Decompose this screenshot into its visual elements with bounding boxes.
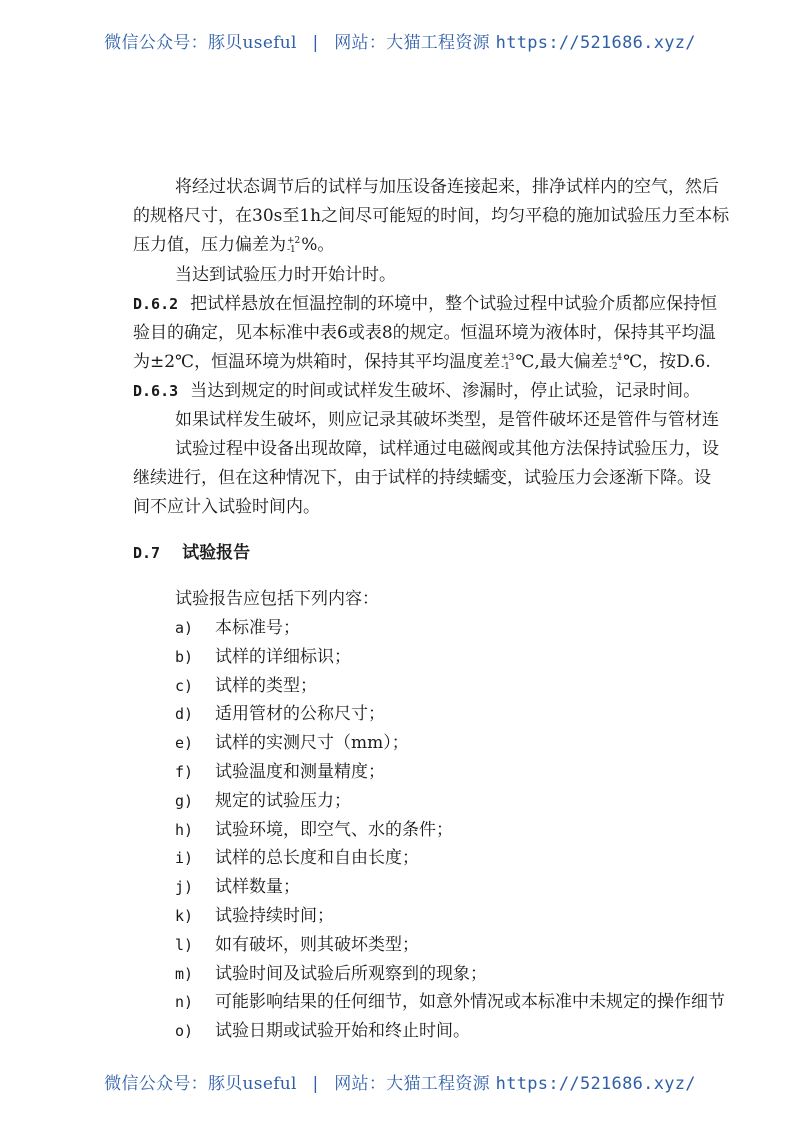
tolerance-superscript <box>287 237 300 255</box>
report-item-text: 试验环境，即空气、水的条件； <box>215 820 453 840</box>
report-item <box>175 991 725 1013</box>
report-item-text: 试样数量； <box>215 877 300 897</box>
paragraph-line: 验目的确定，见本标准中表6或表8的规定。恒温环境为液体时，保持其平均温 <box>133 323 716 343</box>
report-item-label: a) <box>175 619 194 637</box>
report-item-label: o) <box>175 1022 194 1040</box>
report-item-text: 试样的实测尺寸（mm）； <box>215 733 409 753</box>
report-item <box>175 675 317 697</box>
report-item-text: 可能影响结果的任何细节，如意外情况或本标准中未规定的操作细节 <box>215 992 725 1012</box>
tolerance-upper: +3 <box>501 352 515 363</box>
report-item <box>175 963 487 985</box>
report-intro: 试验报告应包括下列内容： <box>175 589 379 609</box>
watermark-url: https://521686.xyz/ <box>495 1074 696 1094</box>
section-heading-d7 <box>133 542 250 564</box>
clause-d63-line <box>133 380 700 402</box>
report-item-label: f) <box>175 763 194 781</box>
report-item <box>175 646 351 668</box>
section-title: 试验报告 <box>182 543 251 563</box>
report-item-text: 试样的总长度和自由长度； <box>215 848 419 868</box>
clause-number: D.6.2 <box>133 295 179 313</box>
paragraph-line <box>133 351 711 373</box>
report-item-label: i) <box>175 849 194 867</box>
report-item-label: g) <box>175 792 194 810</box>
report-item <box>175 934 419 956</box>
report-item-text: 规定的试验压力； <box>215 791 351 811</box>
watermark-url: https://521686.xyz/ <box>495 33 696 53</box>
report-item-label: e) <box>175 734 194 752</box>
watermark-site-label: 网站：大猫工程资源 <box>334 33 490 53</box>
report-item <box>175 617 300 639</box>
report-item <box>175 819 453 841</box>
report-item-text: 试验持续时间； <box>215 906 334 926</box>
report-item-text: 如有破坏，则其破坏类型； <box>215 935 419 955</box>
paragraph-line: 试验过程中设备出现故障，试样通过电磁阀或其他方法保持试验压力，设 <box>175 439 719 459</box>
paragraph-line: 的规格尺寸，在30s至1h之间尽可能短的时间，均匀平稳的施加试验压力至本标 <box>133 206 730 226</box>
report-item <box>175 732 409 754</box>
text-run: 为±2℃，恒温环境为烘箱时，保持其平均温度差 <box>133 352 501 372</box>
report-item <box>175 761 385 783</box>
tolerance-upper: +4 <box>608 352 623 363</box>
paragraph-line: 当达到试验压力时开始计时。 <box>175 265 396 285</box>
text-run: 当达到规定的时间或试样发生破坏、渗漏时，停止试验，记录时间。 <box>190 381 701 401</box>
tolerance-upper: +2 <box>287 235 301 246</box>
report-item-text: 试验时间及试验后所观察到的现象； <box>215 964 487 984</box>
watermark-prefix: 微信公众号：豚贝useful <box>104 1074 297 1094</box>
report-item <box>175 790 351 812</box>
watermark-prefix: 微信公众号：豚贝useful <box>104 33 297 53</box>
report-item-label: n) <box>175 993 194 1011</box>
report-item-label: h) <box>175 821 194 839</box>
report-item-text: 适用管材的公称尺寸； <box>215 704 385 724</box>
section-number: D.7 <box>133 544 161 562</box>
paragraph-line: 如果试样发生破坏，则应记录其破坏类型，是管件破坏还是管件与管材连 <box>175 410 719 430</box>
report-item-text: 本标准号； <box>215 618 300 638</box>
watermark-separator: | <box>312 1074 319 1094</box>
report-item-text: 试验温度和测量精度； <box>215 762 385 782</box>
text-run: ℃，按D.6. <box>623 352 711 372</box>
paragraph-line: 将经过状态调节后的试样与加压设备连接起来，排净试样内的空气，然后 <box>175 177 719 197</box>
tolerance-lower: -1 <box>287 244 296 255</box>
text-run: 把试样悬放在恒温控制的环境中，整个试验过程中试验介质都应保持恒 <box>190 294 718 314</box>
report-item-text: 试样的详细标识； <box>215 647 351 667</box>
report-item-label: m) <box>175 965 194 983</box>
report-item <box>175 847 419 869</box>
tolerance-superscript <box>609 354 622 372</box>
report-item-label: l) <box>175 936 194 954</box>
report-item <box>175 905 334 927</box>
report-item <box>175 1020 470 1042</box>
report-item-text: 试样的类型； <box>215 676 317 696</box>
text-run: %。 <box>301 235 335 255</box>
report-item-label: k) <box>175 907 194 925</box>
paragraph-line: 继续进行，但在这种情况下，由于试样的持续蠕变，试验压力会逐渐下降。设 <box>133 468 711 488</box>
paragraph-line <box>133 234 334 256</box>
report-item <box>175 703 385 725</box>
watermark-footer <box>0 1069 800 1094</box>
tolerance-lower: -2 <box>608 361 618 372</box>
report-item-text: 试验日期或试验开始和终止时间。 <box>215 1021 470 1041</box>
tolerance-lower: -1 <box>501 361 510 372</box>
paragraph-line: 间不应计入试验时间内。 <box>133 497 320 517</box>
report-item <box>175 876 300 898</box>
watermark-site-label: 网站：大猫工程资源 <box>334 1074 490 1094</box>
text-run: 压力值，压力偏差为 <box>133 235 286 255</box>
report-item-label: b) <box>175 648 194 666</box>
tolerance-superscript <box>501 354 514 372</box>
watermark-separator: | <box>312 33 319 53</box>
report-item-label: j) <box>175 878 194 896</box>
clause-number: D.6.3 <box>133 382 179 400</box>
report-item-label: d) <box>175 705 194 723</box>
text-run: ℃,最大偏差 <box>515 352 608 372</box>
report-item-label: c) <box>175 677 194 695</box>
clause-d62-line <box>133 293 717 315</box>
